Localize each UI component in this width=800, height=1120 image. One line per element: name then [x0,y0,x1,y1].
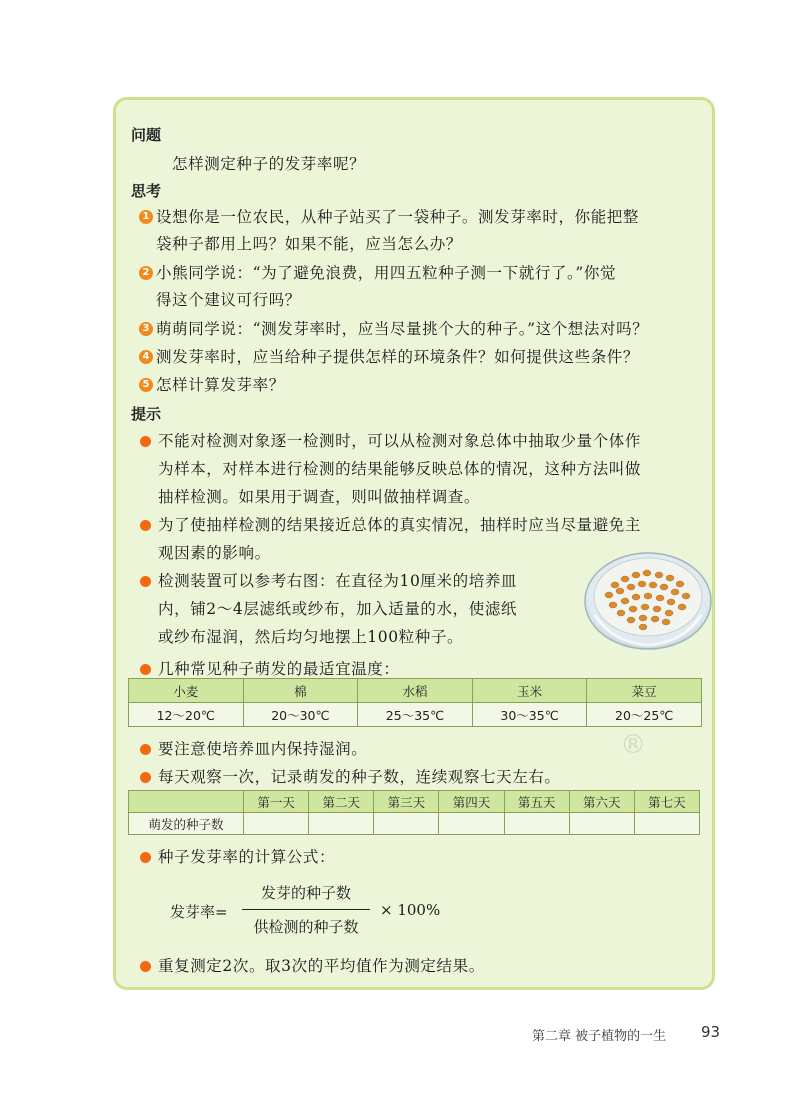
obs-cell-5 [504,813,569,835]
hint-bullet-5 [140,744,151,755]
hint-5-line-1: 要注意使培养皿内保持湿润。 [158,740,368,758]
hint-bullet-1 [140,436,151,447]
petri-dish-illustration [583,545,713,653]
obs-day-6: 第六天 [569,791,634,813]
hint-3-line-3: 或纱布湿润，然后均匀地摆上100粒种子。 [158,628,464,646]
formula-fraction-bar [242,909,370,910]
hint-bullet-6 [140,772,151,783]
observation-table [128,790,700,835]
obs-cell-7 [634,813,699,835]
registered-watermark: ® [620,730,646,760]
hint-6-line-1: 每天观察一次，记录萌发的种子数，连续观察七天左右。 [158,768,561,786]
think-item-2-line-2: 得这个建议可行吗？ [156,291,301,309]
temp-header-rice: 水稻 [358,679,473,703]
question-text: 怎样测定种子的发芽率呢？ [172,155,366,173]
hint-2-line-1: 为了使抽样检测的结果接近总体的真实情况，抽样时应当尽量避免主 [158,516,642,534]
temperature-table [128,678,702,727]
think-number-2: 2 [139,266,153,280]
page-number: 93 [701,1023,721,1041]
temp-header-bean: 菜豆 [587,679,702,703]
obs-row-label: 萌发的种子数 [129,813,244,835]
temp-value-wheat: 12～20℃ [129,703,244,727]
formula-lhs: 发芽率= [170,903,228,921]
obs-day-2: 第二天 [309,791,374,813]
think-number-3: 3 [139,322,153,336]
germination-formula [170,882,500,938]
hint-bullet-4 [140,664,151,675]
hint-bullet-8 [140,961,151,972]
obs-cell-3 [374,813,439,835]
chapter-title: 第二章 被子植物的一生 [532,1029,667,1044]
obs-cell-2 [309,813,374,835]
obs-cell-4 [439,813,504,835]
formula-numerator: 发芽的种子数 [260,884,351,902]
think-number-5: 5 [139,378,153,392]
obs-day-3: 第三天 [374,791,439,813]
temp-value-bean: 20～25℃ [587,703,702,727]
think-number-1: 1 [139,210,153,224]
temp-header-cotton: 棉 [243,679,358,703]
hint-bullet-7 [140,852,151,863]
obs-day-5: 第五天 [504,791,569,813]
hint-8-line-1: 重复测定2次。取3次的平均值作为测定结果。 [158,957,485,975]
hint-3-line-1: 检测装置可以参考右图：在直径为10厘米的培养皿 [158,572,518,590]
think-number-4: 4 [139,350,153,364]
hint-1-line-2: 为样本，对样本进行检测的结果能够反映总体的情况，这种方法叫做 [158,460,642,478]
heading-question: 问题 [131,126,162,144]
hint-3-line-2: 内，铺2～4层滤纸或纱布，加入适量的水，使滤纸 [158,600,518,618]
formula-denominator: 供检测的种子数 [253,918,359,936]
hint-1-line-1: 不能对检测对象逐一检测时，可以从检测对象总体中抽取少量个体作 [158,432,642,450]
heading-hint: 提示 [131,405,162,423]
hint-2-line-2: 观因素的影响。 [158,544,271,562]
hint-bullet-3 [140,576,151,587]
obs-day-4: 第四天 [439,791,504,813]
think-item-2-line-1: 小熊同学说：“为了避免浪费，用四五粒种子测一下就行了。”你觉 [156,264,617,282]
heading-think: 思考 [131,182,162,200]
obs-corner-cell [129,791,244,813]
obs-day-1: 第一天 [244,791,309,813]
think-item-1-line-2: 袋种子都用上吗？如果不能，应当怎么办？ [156,235,462,253]
hint-7-line-1: 种子发芽率的计算公式： [158,848,336,866]
hint-4-line-1: 几种常见种子萌发的最适宜温度： [158,660,400,678]
think-item-3-line-1: 萌萌同学说：“测发芽率时，应当尽量挑个大的种子。”这个想法对吗？ [156,320,649,338]
temp-header-wheat: 小麦 [129,679,244,703]
obs-cell-6 [569,813,634,835]
formula-multiplier: × 100% [380,901,441,919]
think-item-5-line-1: 怎样计算发芽率？ [156,376,285,394]
hint-1-line-3: 抽样检测。如果用于调查，则叫做抽样调查。 [158,488,481,506]
think-item-4-line-1: 测发芽率时，应当给种子提供怎样的环境条件？如何提供这些条件？ [156,348,640,366]
think-item-1-line-1: 设想你是一位农民，从种子站买了一袋种子。测发芽率时，你能把整 [156,208,640,226]
temp-header-corn: 玉米 [472,679,587,703]
obs-day-7: 第七天 [634,791,699,813]
temp-value-cotton: 20～30℃ [243,703,358,727]
temp-value-corn: 30～35℃ [472,703,587,727]
hint-bullet-2 [140,520,151,531]
obs-cell-1 [244,813,309,835]
temp-value-rice: 25～35℃ [358,703,473,727]
